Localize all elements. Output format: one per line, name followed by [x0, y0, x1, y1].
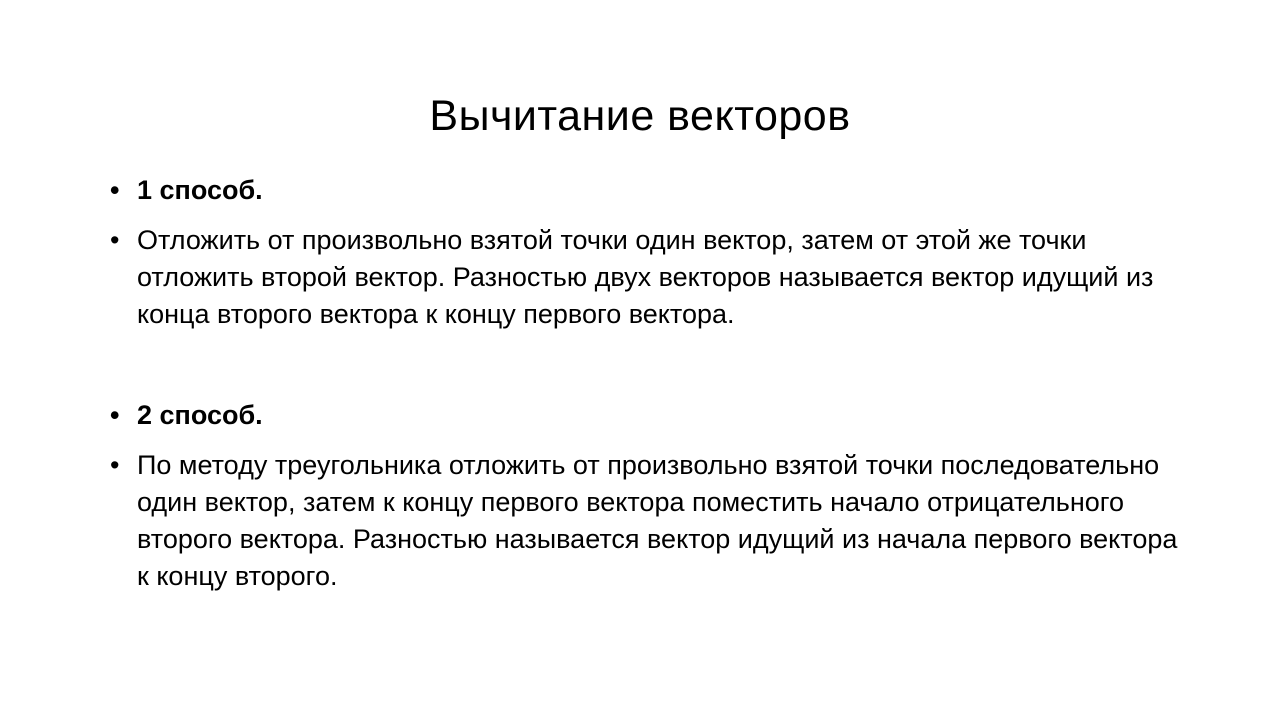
bullet-method-2-description	[110, 447, 1190, 595]
bullet-text: По методу треугольника отложить от произвольно взятой точки последовательно один вектор, затем к концу первого вектора поместить начало отрицательного второго вектора. Разностью называется вектор идущий из начала первого вектора к концу второго.	[137, 450, 1178, 591]
bullet-icon: •	[110, 450, 120, 480]
bullet-text: Отложить от произвольно взятой точки один вектор, затем от этой же точки отложить второй вектор. Разностью двух векторов называется вектор идущий из конца второго вектора к концу первого вектора.	[137, 225, 1154, 329]
bullet-icon: •	[110, 225, 120, 255]
bullet-text: 1 способ.	[137, 175, 263, 205]
bullet-icon: •	[110, 175, 120, 205]
bullet-method-1-heading	[110, 172, 1190, 209]
bullet-text: 2 способ.	[137, 400, 263, 430]
bullet-icon: •	[110, 400, 120, 430]
bullet-method-1-description	[110, 222, 1190, 333]
bullet-list	[110, 172, 1190, 595]
bullet-method-2-heading	[110, 397, 1190, 434]
slide-title: Вычитание векторов	[429, 92, 851, 140]
